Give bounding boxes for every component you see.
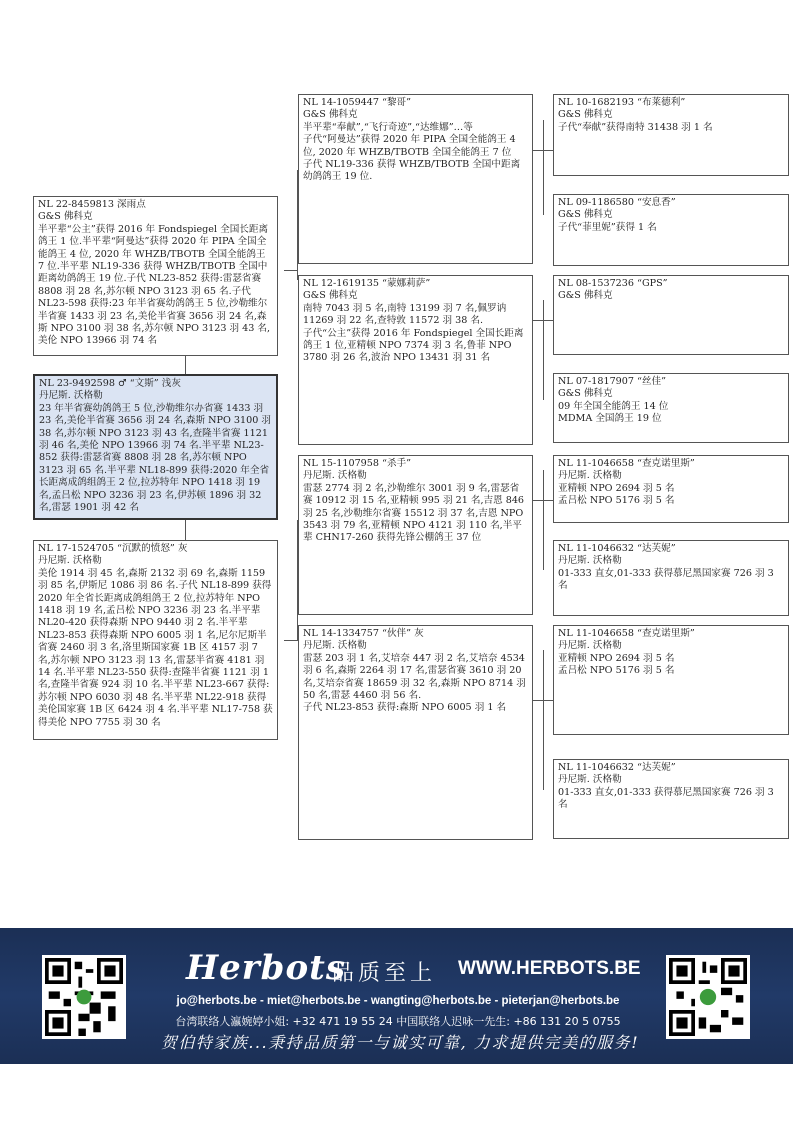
qr-code-left[interactable] (42, 955, 126, 1039)
pedigree-ssd (553, 194, 789, 266)
dss-ring: NL 11-1046658 “查克诺里斯” (558, 458, 695, 469)
ss-breeder: G&S 佛科克 (303, 109, 358, 121)
pedigree-sss (553, 94, 789, 176)
contact-emails[interactable]: jo@herbots.be - miet@herbots.be - wangting@herbots.be - pieterjan@herbots.be (176, 995, 620, 1007)
ds-ring: NL 15-1107958 “杀手” (303, 458, 412, 469)
ddd-ring: NL 11-1046632 “达芙妮” (558, 762, 676, 773)
connector-ss-bracket (543, 120, 544, 215)
sdd-note-1: 09 年全国全能鸽王 14 位 (558, 400, 669, 412)
sss-note: 子代“奉献”获得南特 31438 羽 1 名 (558, 121, 713, 133)
sd-ring: NL 12-1619135 “蒙娜莉萨” (303, 278, 431, 289)
connector-dd-bracket (543, 650, 544, 790)
connector-sd-bracket (543, 300, 544, 400)
dsd-ring: NL 11-1046632 “达芙妮” (558, 543, 676, 554)
connector-sire-v (185, 356, 186, 374)
dam-ring: NL 17-1524705 “沉默的愤怒” 灰 (38, 543, 188, 554)
ss-ring: NL 14-1059447 “黎哥” (303, 97, 412, 108)
dam-results: 美伦 1914 羽 45 名,森斯 2132 羽 69 名,森斯 1159 羽 85 名,伊斯尼 1086 羽 86 名.子代 NL18-899 获得 2020 年全省长距离成鸽组鸽王 2 位,拉苏特年 NPO 1418 羽 19 名,孟吕松 NPO 3236 羽 23 名.半平辈 NL20-420 获得森斯 NPO 9440 羽 2 名.半平辈 NL23-853 获得森斯 NPO 6005 羽 1 名,尼尔尼斯半省赛 2460 羽 3 名,洛里斯国家赛 1B 区 4157 羽 7 名,苏尔顿 NPO 3123 羽 13 名,雷瑟半省赛 4181 羽 14 名.半平辈 NL23-550 获得:查隆半省赛 1121 羽 1 名,查隆半省赛 924 羽 10 名.半平辈 NL23-667 获得:苏尔顿 NPO 6030 羽 48 名.半平辈 NL22-918 获得美伦国家赛 1B 区 6424 羽 4 名.半平辈 NL17-758 获得美伦 NPO 7755 羽 30 名 (38, 567, 273, 728)
sss-breeder: G&S 佛科克 (558, 109, 613, 121)
pedigree-dss (553, 455, 789, 523)
dsd-breeder: 丹尼斯. 沃格勒 (558, 555, 622, 567)
contact-phones: 台湾联络人瀛婉婷小姐: +32 471 19 55 24 中国联络人迟咏一先生: +86 131 20 5 0755 (175, 1015, 621, 1028)
dds-ring: NL 11-1046658 “查克诺里斯” (558, 628, 695, 639)
pedigree-ddd (553, 759, 789, 839)
sd-note-1: 南特 7043 羽 5 名,南特 13199 羽 7 名,佩罗讷 11269 羽 22 名,查特敦 11572 羽 38 名. (303, 302, 507, 327)
footer-motto: 贺伯特家族...秉持品质第一与诚实可靠, 力求提供完美的服务! (160, 1033, 640, 1052)
qr-code-right[interactable] (666, 955, 750, 1039)
dd-ring: NL 14-1334757 “伙伴” 灰 (303, 628, 424, 639)
dss-note-2: 孟吕松 NPO 5176 羽 5 名 (558, 495, 675, 507)
ss-note-3: 子代 NL19-336 获得 WHZB/TBOTB 全国中距离幼鸽鸽王 19 位. (303, 159, 521, 183)
connector-dam-h (284, 640, 298, 641)
sss-ring: NL 10-1682193 “布莱德利” (558, 97, 686, 108)
sire-ring: NL 22-8459813 深雨点 (38, 199, 146, 210)
dd-offspring: 子代 NL23-853 获得:森斯 NPO 6005 羽 1 名 (303, 702, 507, 714)
ds-breeder: 丹尼斯. 沃格勒 (303, 470, 367, 482)
pedigree-sire-sire (298, 94, 533, 264)
sdd-ring: NL 07-1817907 “丝佳” (558, 376, 667, 387)
sds-breeder: G&S 佛科克 (558, 290, 613, 302)
sd-note-2: 子代“公主”获得 2016 年 Fondspiegel 全国长距离鸽王 1 位,亚精顿 NPO 7374 羽 3 名,鲁菲 NPO 3780 羽 26 名,波治 NPO 13431 羽 31 名 (303, 327, 524, 364)
connector-sire-h (284, 270, 298, 271)
sdd-note-2: MDMA 全国鸽王 19 位 (558, 413, 662, 425)
dd-results: 雷瑟 203 羽 1 名,艾培奈 447 羽 2 名,艾培奈 4534 羽 6 名,森斯 2264 羽 17 名,雷瑟省赛 3610 羽 20 名,艾培奈省赛 18659 羽 32 名,森斯 NPO 8714 羽 50 名,雷瑟 4460 羽 56 名. (303, 652, 526, 702)
pedigree-sds (553, 275, 789, 355)
dds-note-1: 亚精顿 NPO 2694 羽 5 名 (558, 652, 675, 664)
ss-note-1: 半平辈“奉献”,“飞行奇迹”,“达维娜”…等 (303, 121, 473, 133)
dsd-note: 01-333 直女,01-333 获得慕尼黑国家赛 726 羽 3 名 (558, 567, 774, 592)
dd-breeder: 丹尼斯. 沃格勒 (303, 640, 367, 652)
pedigree-dam-sire (298, 455, 533, 615)
ssd-note: 子代“菲里妮”获得 1 名 (558, 221, 657, 233)
ss-note-2: 子代“阿曼达”获得 2020 年 PIPA 全国全能鸽王 4 位, 2020 年 WHZB/TBOTB 全国全能鸽王 7 位 (303, 134, 516, 158)
wechat-qr-icon (669, 958, 747, 1036)
pedigree-dsd (553, 540, 789, 616)
ddd-breeder: 丹尼斯. 沃格勒 (558, 774, 622, 786)
connector-ds-bracket (543, 470, 544, 570)
sire-results: 半平辈“公主”获得 2016 年 Fondspiegel 全国长距离鸽王 1 位.半平辈“阿曼达”获得 2020 年 PIPA 全国全能鸽王 4 位, 2020 年 WHZB/TBOTB 全国全能鸽王 7 位.半平辈 NL19-336 获得 WHZB/TBOTB 全国中距离幼鸽鸽王 19 位.子代 NL23-852 获得:雷瑟省赛 8808 羽 28 名,苏尔顿 NPO 3123 羽 65 名.子代 NL23-598 获得:23 年半省赛幼鸽鸽王 5 位,沙勒维尔半省赛 1433 羽 23 名,美伦半省赛 3656 羽 24 名,森斯 NPO 3100 羽 38 名,苏尔顿 NPO 3123 羽 43 名,美伦 NPO 13966 羽 74 名 (38, 223, 271, 347)
pedigree-sdd (553, 373, 789, 443)
dss-breeder: 丹尼斯. 沃格勒 (558, 470, 622, 482)
connector-dam-v (185, 520, 186, 540)
sire-breeder: G&S 佛科克 (38, 211, 93, 223)
ssd-breeder: G&S 佛科克 (558, 209, 613, 221)
pedigree-sire-dam (298, 275, 533, 445)
subject-breeder: 丹尼斯. 沃格勒 (39, 390, 103, 402)
dam-breeder: 丹尼斯. 沃格勒 (38, 555, 102, 567)
dds-breeder: 丹尼斯. 沃格勒 (558, 640, 622, 652)
pedigree-dam-dam (298, 625, 533, 840)
subject-results: 23 年半省赛幼鸽鸽王 5 位,沙勒维尔办省赛 1433 羽 23 名,美伦半省赛 3656 羽 24 名,森斯 NPO 3100 羽 38 名,苏尔顿 NPO 3123 羽 43 名,查隆半省赛 1121 羽 46 名,美伦 NPO 13966 羽 74 名.半平辈 NL23-852 获得:雷瑟省赛 8808 羽 28 名,苏尔顿 NPO 3123 羽 65 名.半平辈 NL18-899 获得:2020 年全省长距离成鸽组鸽王 2 位,拉苏特年 NPO 1418 羽 19 名,孟吕松 NPO 3236 羽 23 名,伊苏顿 1896 羽 32 名,雷瑟 1901 羽 42 名 (39, 402, 271, 514)
brand-logo-text: Herbots (186, 948, 346, 988)
subject-ring: NL 23-9492598 ♂ “文斯” 浅灰 (39, 378, 181, 389)
dds-note-2: 孟吕松 NPO 5176 羽 5 名 (558, 665, 675, 677)
pedigree-dds (553, 625, 789, 735)
sd-breeder: G&S 佛科克 (303, 290, 358, 302)
pedigree-dam (33, 540, 278, 740)
dss-note-1: 亚精顿 NPO 2694 羽 5 名 (558, 482, 675, 494)
pedigree-sire (33, 196, 278, 356)
qr-code-icon (45, 958, 123, 1036)
pedigree-subject (33, 374, 278, 520)
sdd-breeder: G&S 佛科克 (558, 388, 613, 400)
ds-results: 雷瑟 2774 羽 2 名,沙勒维尔 3001 羽 9 名,雷瑟省赛 10912 羽 15 名,亚精顿 995 羽 21 名,吉恩 846 羽 25 名,沙勒维尔省赛 15512 羽 37 名,吉恩 NPO 3543 羽 79 名,亚精顿 NPO 4121 羽 110 名,半平辈 CHN17-260 获得先锋公棚鸽王 37 位 (303, 482, 525, 544)
sds-ring: NL 08-1537236 “GPS” (558, 278, 668, 289)
brand-slogan: 品质至上 (332, 961, 437, 986)
ddd-note: 01-333 直女,01-333 获得慕尼黑国家赛 726 羽 3 名 (558, 786, 774, 811)
website-link[interactable]: WWW.HERBOTS.BE (458, 958, 641, 979)
ssd-ring: NL 09-1186580 “安息香” (558, 197, 676, 208)
